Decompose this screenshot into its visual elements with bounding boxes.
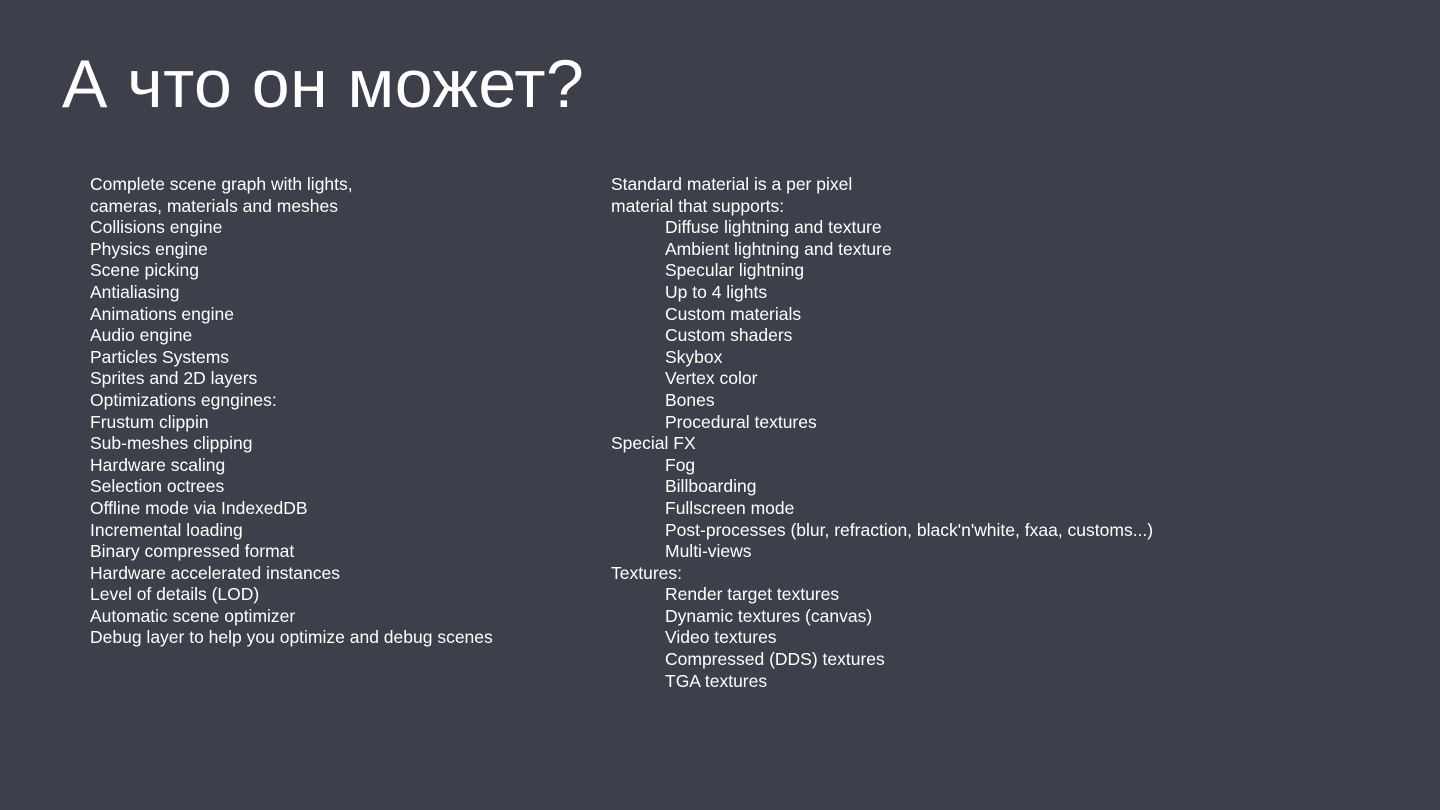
feature-item: Sprites and 2D layers: [90, 368, 258, 389]
feature-item: cameras, materials and meshes: [90, 195, 339, 216]
feature-subitem: Custom materials: [665, 303, 802, 324]
feature-item: Debug layer to help you optimize and debug scenes: [90, 627, 493, 648]
feature-subitem: Post-processes (blur, refraction, black'n'white, fxaa, customs...): [665, 519, 1154, 540]
feature-item: Animations engine: [90, 303, 234, 324]
feature-item: Collisions engine: [90, 217, 223, 238]
feature-subitem: Render target textures: [665, 584, 840, 605]
feature-subitem: Multi-views: [665, 541, 752, 562]
feature-subitem: Custom shaders: [665, 325, 793, 346]
feature-list-left: [90, 174, 590, 649]
feature-item: Offline mode via IndexedDB: [90, 497, 308, 518]
feature-subitem: Compressed (DDS) textures: [665, 649, 885, 670]
feature-subitem: Ambient lightning and texture: [665, 238, 892, 259]
feature-item: Sub-meshes clipping: [90, 433, 253, 454]
feature-item: Frustum clippin: [90, 411, 209, 432]
feature-item: Special FX: [611, 433, 696, 454]
feature-subitem: Procedural textures: [665, 411, 817, 432]
feature-item: material that supports:: [611, 195, 785, 216]
feature-subitem: TGA textures: [665, 670, 768, 691]
feature-item: Optimizations egngines:: [90, 389, 277, 410]
feature-subitem: Bones: [665, 389, 715, 410]
feature-item: Level of details (LOD): [90, 584, 260, 605]
feature-subitem: Video textures: [665, 627, 777, 648]
feature-item: Audio engine: [90, 325, 193, 346]
feature-item: Incremental loading: [90, 519, 243, 540]
feature-subitem: Vertex color: [665, 368, 758, 389]
feature-item: Automatic scene optimizer: [90, 605, 296, 626]
feature-item: Particles Systems: [90, 346, 230, 367]
feature-item: Scene picking: [90, 260, 199, 281]
slide-title: А что он может?: [62, 46, 585, 122]
feature-item: Hardware scaling: [90, 454, 226, 475]
feature-item: Binary compressed format: [90, 541, 295, 562]
feature-item: Standard material is a per pixel: [611, 174, 853, 194]
feature-item: Complete scene graph with lights,: [90, 174, 353, 194]
feature-list-right: [611, 174, 1391, 692]
feature-item: Textures:: [611, 562, 682, 583]
feature-subitem: Up to 4 lights: [665, 281, 768, 302]
feature-item: Antialiasing: [90, 281, 180, 302]
feature-item: Physics engine: [90, 238, 208, 259]
feature-subitem: Fullscreen mode: [665, 497, 795, 518]
feature-subitem: Billboarding: [665, 476, 757, 497]
feature-subitem: Specular lightning: [665, 260, 805, 281]
feature-item: Selection octrees: [90, 476, 225, 497]
feature-subitem: Skybox: [665, 346, 723, 367]
feature-subitem: Fog: [665, 454, 696, 475]
feature-item: Hardware accelerated instances: [90, 562, 340, 583]
feature-subitem: Diffuse lightning and texture: [665, 217, 882, 238]
feature-subitem: Dynamic textures (canvas): [665, 605, 873, 626]
